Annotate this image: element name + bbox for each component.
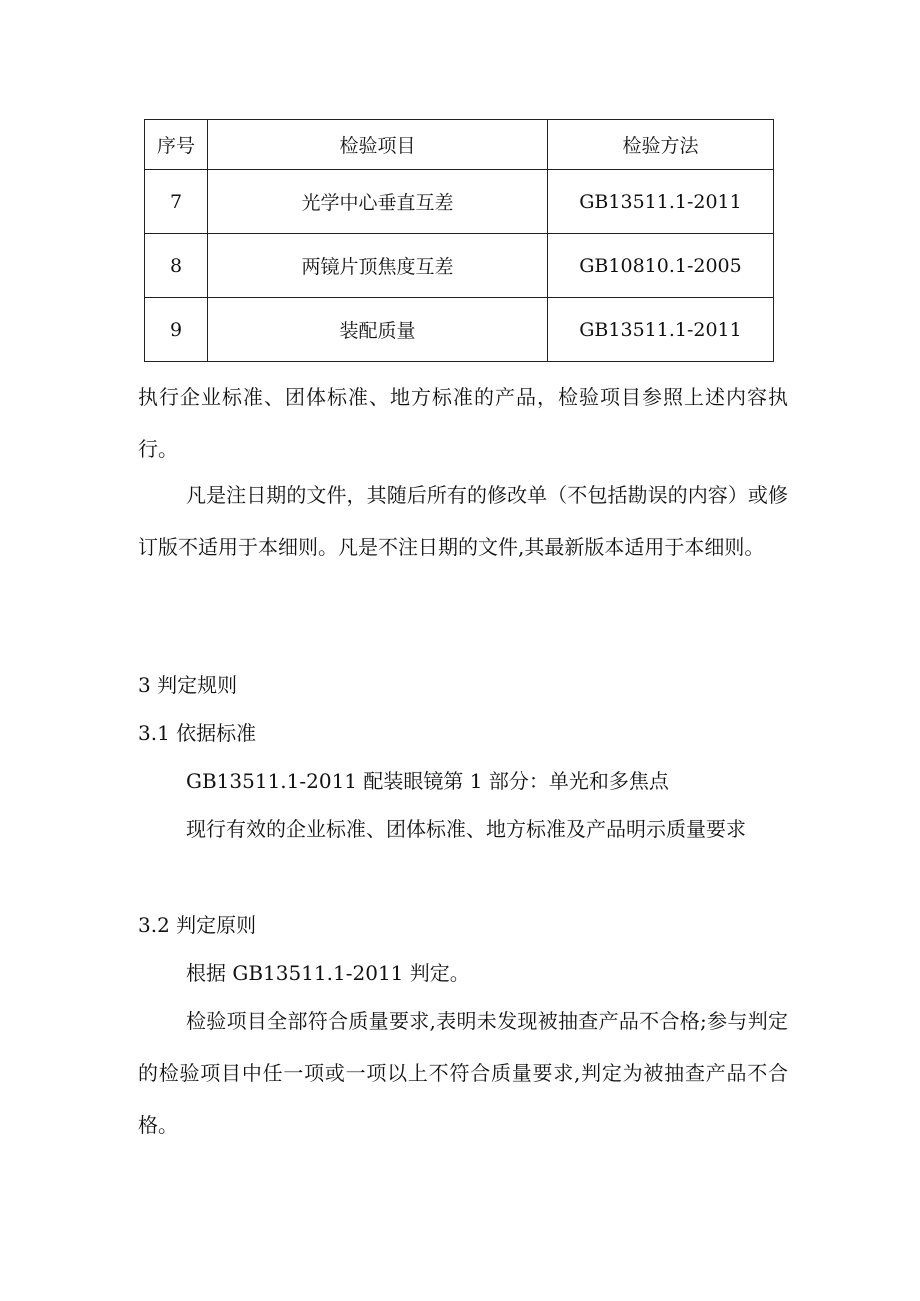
cell-seq: 8 xyxy=(145,234,208,298)
heading-judgment-rules: 3 判定规则 xyxy=(138,673,238,697)
table-row xyxy=(145,170,774,234)
table-row xyxy=(145,234,774,298)
paragraph-gb-standard: GB13511.1-2011 配装眼镜第 1 部分：单光和多焦点 xyxy=(186,769,669,793)
header-seq: 序号 xyxy=(145,120,208,170)
cell-method: GB13511.1-2011 xyxy=(548,170,774,234)
paragraph-judgment-detail: 检验项目全部符合质量要求,表明未发现被抽查产品不合格;参与判定的检验项目中任一项或一项以上不符合质量要求,判定为被抽查产品不合格。 xyxy=(138,1009,788,1137)
heading-judgment-principle: 3.2 判定原则 xyxy=(138,913,257,937)
cell-method: GB10810.1-2005 xyxy=(548,234,774,298)
paragraph-standards-note: 执行企业标准、团体标准、地方标准的产品，检验项目参照上述内容执行。 xyxy=(138,385,788,461)
paragraph-current-standards: 现行有效的企业标准、团体标准、地方标准及产品明示质量要求 xyxy=(186,817,746,841)
heading-basis-standards: 3.1 依据标准 xyxy=(138,721,257,745)
header-item: 检验项目 xyxy=(208,120,548,170)
cell-item: 装配质量 xyxy=(208,298,548,362)
table-header-row xyxy=(145,120,774,170)
paragraph-dated-docs: 凡是注日期的文件，其随后所有的修改单（不包括勘误的内容）或修订版不适用于本细则。凡是不注日期的文件,其最新版本适用于本细则。 xyxy=(138,483,788,559)
cell-method: GB13511.1-2011 xyxy=(548,298,774,362)
inspection-table xyxy=(144,119,774,362)
cell-item: 光学中心垂直互差 xyxy=(208,170,548,234)
paragraph-judge-by: 根据 GB13511.1-2011 判定。 xyxy=(186,961,470,985)
header-method: 检验方法 xyxy=(548,120,774,170)
cell-seq: 7 xyxy=(145,170,208,234)
cell-item: 两镜片顶焦度互差 xyxy=(208,234,548,298)
table-row xyxy=(145,298,774,362)
cell-seq: 9 xyxy=(145,298,208,362)
